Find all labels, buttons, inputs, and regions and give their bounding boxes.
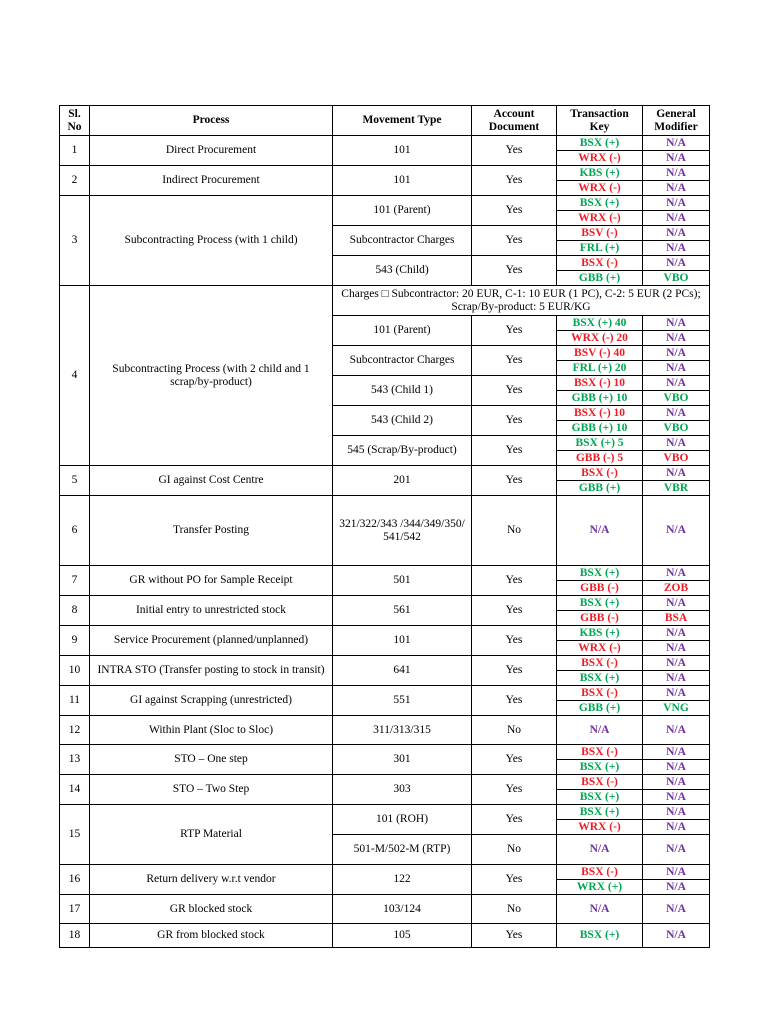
- general-modifier-cell: N/A: [643, 316, 710, 331]
- movement-type-cell: 545 (Scrap/By-product): [333, 436, 472, 466]
- general-modifier-cell: N/A: [643, 181, 710, 196]
- general-modifier-cell: N/A: [643, 716, 710, 745]
- transaction-key-cell: BSX (+): [557, 671, 643, 686]
- account-document-cell: Yes: [472, 745, 557, 775]
- table-row: [60, 775, 710, 790]
- sl-no-cell: 1: [60, 136, 90, 166]
- general-modifier-cell: N/A: [643, 596, 710, 611]
- transaction-key-cell: BSX (+): [557, 566, 643, 581]
- transaction-key-cell: GBB (-): [557, 611, 643, 626]
- sl-no-cell: 11: [60, 686, 90, 716]
- transaction-key-cell: BSX (+): [557, 136, 643, 151]
- table-row: [60, 466, 710, 481]
- movement-type-cell: Subcontractor Charges: [333, 226, 472, 256]
- process-cell: Return delivery w.r.t vendor: [90, 865, 333, 895]
- account-document-cell: Yes: [472, 316, 557, 346]
- transaction-key-cell: GBB (-): [557, 581, 643, 596]
- transaction-key-cell: WRX (-): [557, 641, 643, 656]
- general-modifier-cell: N/A: [643, 256, 710, 271]
- transaction-key-cell: WRX (-) 20: [557, 331, 643, 346]
- sl-no-cell: 9: [60, 626, 90, 656]
- account-document-cell: No: [472, 716, 557, 745]
- account-document-cell: Yes: [472, 596, 557, 626]
- movement-type-cell: 501-M/502-M (RTP): [333, 835, 472, 865]
- movement-type-cell: 641: [333, 656, 472, 686]
- account-document-cell: Yes: [472, 136, 557, 166]
- transaction-key-cell: KBS (+): [557, 626, 643, 641]
- general-modifier-cell: N/A: [643, 226, 710, 241]
- transaction-key-cell: FRL (+): [557, 241, 643, 256]
- header-sl-no: Sl. No: [60, 106, 90, 136]
- account-document-cell: Yes: [472, 346, 557, 376]
- account-document-cell: Yes: [472, 436, 557, 466]
- general-modifier-cell: N/A: [643, 436, 710, 451]
- process-cell: Service Procurement (planned/unplanned): [90, 626, 333, 656]
- table-row: [60, 716, 710, 745]
- charges-note-cell: Charges □ Subcontractor: 20 EUR, C-1: 10 EUR (1 PC), C-2: 5 EUR (2 PCs); Scrap/By-product: 5 EUR/KG: [333, 286, 710, 316]
- table-row: [60, 745, 710, 760]
- movement-type-cell: 301: [333, 745, 472, 775]
- account-document-cell: Yes: [472, 376, 557, 406]
- general-modifier-cell: N/A: [643, 820, 710, 835]
- process-cell: Transfer Posting: [90, 496, 333, 566]
- transaction-key-cell: BSV (-) 40: [557, 346, 643, 361]
- movement-type-cell: 101: [333, 166, 472, 196]
- process-cell: Indirect Procurement: [90, 166, 333, 196]
- general-modifier-cell: ZOB: [643, 581, 710, 596]
- transaction-key-cell: BSX (+): [557, 596, 643, 611]
- general-modifier-cell: N/A: [643, 211, 710, 226]
- header-movement-type: Movement Type: [333, 106, 472, 136]
- general-modifier-cell: N/A: [643, 760, 710, 775]
- transaction-key-cell: BSV (-): [557, 226, 643, 241]
- process-cell: GR without PO for Sample Receipt: [90, 566, 333, 596]
- account-document-cell: Yes: [472, 226, 557, 256]
- transaction-key-cell: BSX (-): [557, 656, 643, 671]
- table-row: [60, 805, 710, 820]
- process-cell: STO – Two Step: [90, 775, 333, 805]
- movement-type-cell: 303: [333, 775, 472, 805]
- general-modifier-cell: VBO: [643, 451, 710, 466]
- transaction-key-cell: WRX (-): [557, 820, 643, 835]
- account-document-cell: Yes: [472, 566, 557, 596]
- general-modifier-cell: N/A: [643, 151, 710, 166]
- process-cell: GI against Cost Centre: [90, 466, 333, 496]
- general-modifier-cell: N/A: [643, 686, 710, 701]
- sl-no-cell: 6: [60, 496, 90, 566]
- process-cell: Initial entry to unrestricted stock: [90, 596, 333, 626]
- general-modifier-cell: VBO: [643, 421, 710, 436]
- transaction-key-cell: BSX (-): [557, 745, 643, 760]
- header-general-modifier: General Modifier: [643, 106, 710, 136]
- general-modifier-cell: N/A: [643, 835, 710, 865]
- general-modifier-cell: N/A: [643, 196, 710, 211]
- general-modifier-cell: VBO: [643, 271, 710, 286]
- table-row: [60, 895, 710, 924]
- table-row: [60, 196, 710, 211]
- general-modifier-cell: N/A: [643, 656, 710, 671]
- transaction-key-cell: BSX (+): [557, 196, 643, 211]
- sl-no-cell: 7: [60, 566, 90, 596]
- transaction-key-cell: BSX (+): [557, 924, 643, 948]
- general-modifier-cell: VNG: [643, 701, 710, 716]
- movement-type-cell: 501: [333, 566, 472, 596]
- document-page: [59, 105, 709, 948]
- general-modifier-cell: N/A: [643, 865, 710, 880]
- general-modifier-cell: BSA: [643, 611, 710, 626]
- general-modifier-cell: N/A: [643, 331, 710, 346]
- transaction-key-cell: GBB (+): [557, 271, 643, 286]
- account-document-cell: Yes: [472, 865, 557, 895]
- sl-no-cell: 18: [60, 924, 90, 948]
- table-body: [60, 136, 710, 948]
- transaction-key-cell: BSX (-): [557, 256, 643, 271]
- movement-type-table: [59, 105, 710, 948]
- general-modifier-cell: N/A: [643, 166, 710, 181]
- general-modifier-cell: VBR: [643, 481, 710, 496]
- sl-no-cell: 2: [60, 166, 90, 196]
- transaction-key-cell: BSX (-) 10: [557, 376, 643, 391]
- sl-no-cell: 5: [60, 466, 90, 496]
- header-account-document: Account Document: [472, 106, 557, 136]
- transaction-key-cell: BSX (+): [557, 760, 643, 775]
- general-modifier-cell: N/A: [643, 376, 710, 391]
- account-document-cell: Yes: [472, 196, 557, 226]
- transaction-key-cell: GBB (+): [557, 481, 643, 496]
- account-document-cell: Yes: [472, 256, 557, 286]
- process-cell: RTP Material: [90, 805, 333, 865]
- header-process: Process: [90, 106, 333, 136]
- transaction-key-cell: BSX (-): [557, 865, 643, 880]
- header-transaction-key: Transaction Key: [557, 106, 643, 136]
- general-modifier-cell: N/A: [643, 775, 710, 790]
- account-document-cell: No: [472, 496, 557, 566]
- account-document-cell: No: [472, 835, 557, 865]
- movement-type-cell: 101 (Parent): [333, 196, 472, 226]
- movement-type-cell: 105: [333, 924, 472, 948]
- movement-type-cell: 201: [333, 466, 472, 496]
- table-row: [60, 136, 710, 151]
- movement-type-cell: 101 (ROH): [333, 805, 472, 835]
- account-document-cell: Yes: [472, 805, 557, 835]
- general-modifier-cell: N/A: [643, 671, 710, 686]
- sl-no-cell: 10: [60, 656, 90, 686]
- table-row: [60, 656, 710, 671]
- general-modifier-cell: N/A: [643, 641, 710, 656]
- general-modifier-cell: N/A: [643, 745, 710, 760]
- account-document-cell: Yes: [472, 686, 557, 716]
- table-row: [60, 286, 710, 316]
- transaction-key-cell: WRX (-): [557, 181, 643, 196]
- sl-no-cell: 8: [60, 596, 90, 626]
- movement-type-cell: 543 (Child 1): [333, 376, 472, 406]
- table-row: [60, 596, 710, 611]
- movement-type-cell: 543 (Child 2): [333, 406, 472, 436]
- transaction-key-cell: BSX (+): [557, 805, 643, 820]
- table-row: [60, 166, 710, 181]
- sl-no-cell: 13: [60, 745, 90, 775]
- movement-type-cell: 101: [333, 626, 472, 656]
- general-modifier-cell: N/A: [643, 805, 710, 820]
- process-cell: Subcontracting Process (with 1 child): [90, 196, 333, 286]
- transaction-key-cell: GBB (+) 10: [557, 421, 643, 436]
- process-cell: Within Plant (Sloc to Sloc): [90, 716, 333, 745]
- movement-type-cell: 321/322/343 /344/349/350/ 541/542: [333, 496, 472, 566]
- general-modifier-cell: N/A: [643, 626, 710, 641]
- general-modifier-cell: N/A: [643, 566, 710, 581]
- process-cell: Direct Procurement: [90, 136, 333, 166]
- transaction-key-cell: GBB (+) 10: [557, 391, 643, 406]
- account-document-cell: Yes: [472, 466, 557, 496]
- transaction-key-cell: WRX (+): [557, 880, 643, 895]
- table-row: [60, 686, 710, 701]
- transaction-key-cell: N/A: [557, 496, 643, 566]
- transaction-key-cell: BSX (+) 5: [557, 436, 643, 451]
- general-modifier-cell: N/A: [643, 361, 710, 376]
- general-modifier-cell: N/A: [643, 924, 710, 948]
- transaction-key-cell: BSX (-): [557, 466, 643, 481]
- transaction-key-cell: N/A: [557, 835, 643, 865]
- transaction-key-cell: GBB (-) 5: [557, 451, 643, 466]
- movement-type-cell: 543 (Child): [333, 256, 472, 286]
- transaction-key-cell: N/A: [557, 716, 643, 745]
- account-document-cell: Yes: [472, 656, 557, 686]
- table-row: [60, 566, 710, 581]
- sl-no-cell: 17: [60, 895, 90, 924]
- transaction-key-cell: BSX (-): [557, 686, 643, 701]
- table-header-row: [60, 106, 710, 136]
- general-modifier-cell: N/A: [643, 880, 710, 895]
- general-modifier-cell: N/A: [643, 136, 710, 151]
- transaction-key-cell: GBB (+): [557, 701, 643, 716]
- account-document-cell: No: [472, 895, 557, 924]
- transaction-key-cell: BSX (-): [557, 775, 643, 790]
- transaction-key-cell: WRX (-): [557, 151, 643, 166]
- transaction-key-cell: BSX (-) 10: [557, 406, 643, 421]
- general-modifier-cell: N/A: [643, 790, 710, 805]
- movement-type-cell: 311/313/315: [333, 716, 472, 745]
- movement-type-cell: 101 (Parent): [333, 316, 472, 346]
- account-document-cell: Yes: [472, 166, 557, 196]
- sl-no-cell: 4: [60, 286, 90, 466]
- movement-type-cell: 561: [333, 596, 472, 626]
- account-document-cell: Yes: [472, 924, 557, 948]
- process-cell: GI against Scrapping (unrestricted): [90, 686, 333, 716]
- movement-type-cell: 551: [333, 686, 472, 716]
- general-modifier-cell: N/A: [643, 241, 710, 256]
- account-document-cell: Yes: [472, 406, 557, 436]
- account-document-cell: Yes: [472, 626, 557, 656]
- transaction-key-cell: KBS (+): [557, 166, 643, 181]
- table-row: [60, 924, 710, 948]
- process-cell: GR from blocked stock: [90, 924, 333, 948]
- sl-no-cell: 3: [60, 196, 90, 286]
- process-cell: GR blocked stock: [90, 895, 333, 924]
- transaction-key-cell: FRL (+) 20: [557, 361, 643, 376]
- process-cell: Subcontracting Process (with 2 child and 1 scrap/by-product): [90, 286, 333, 466]
- sl-no-cell: 12: [60, 716, 90, 745]
- transaction-key-cell: N/A: [557, 895, 643, 924]
- general-modifier-cell: N/A: [643, 406, 710, 421]
- movement-type-cell: 122: [333, 865, 472, 895]
- transaction-key-cell: BSX (+) 40: [557, 316, 643, 331]
- table-row: [60, 865, 710, 880]
- table-row: [60, 496, 710, 566]
- transaction-key-cell: WRX (-): [557, 211, 643, 226]
- table-row: [60, 626, 710, 641]
- sl-no-cell: 14: [60, 775, 90, 805]
- movement-type-cell: 103/124: [333, 895, 472, 924]
- general-modifier-cell: N/A: [643, 895, 710, 924]
- transaction-key-cell: BSX (+): [557, 790, 643, 805]
- movement-type-cell: Subcontractor Charges: [333, 346, 472, 376]
- sl-no-cell: 15: [60, 805, 90, 865]
- process-cell: STO – One step: [90, 745, 333, 775]
- general-modifier-cell: VBO: [643, 391, 710, 406]
- general-modifier-cell: N/A: [643, 346, 710, 361]
- movement-type-cell: 101: [333, 136, 472, 166]
- process-cell: INTRA STO (Transfer posting to stock in transit): [90, 656, 333, 686]
- general-modifier-cell: N/A: [643, 496, 710, 566]
- sl-no-cell: 16: [60, 865, 90, 895]
- account-document-cell: Yes: [472, 775, 557, 805]
- general-modifier-cell: N/A: [643, 466, 710, 481]
